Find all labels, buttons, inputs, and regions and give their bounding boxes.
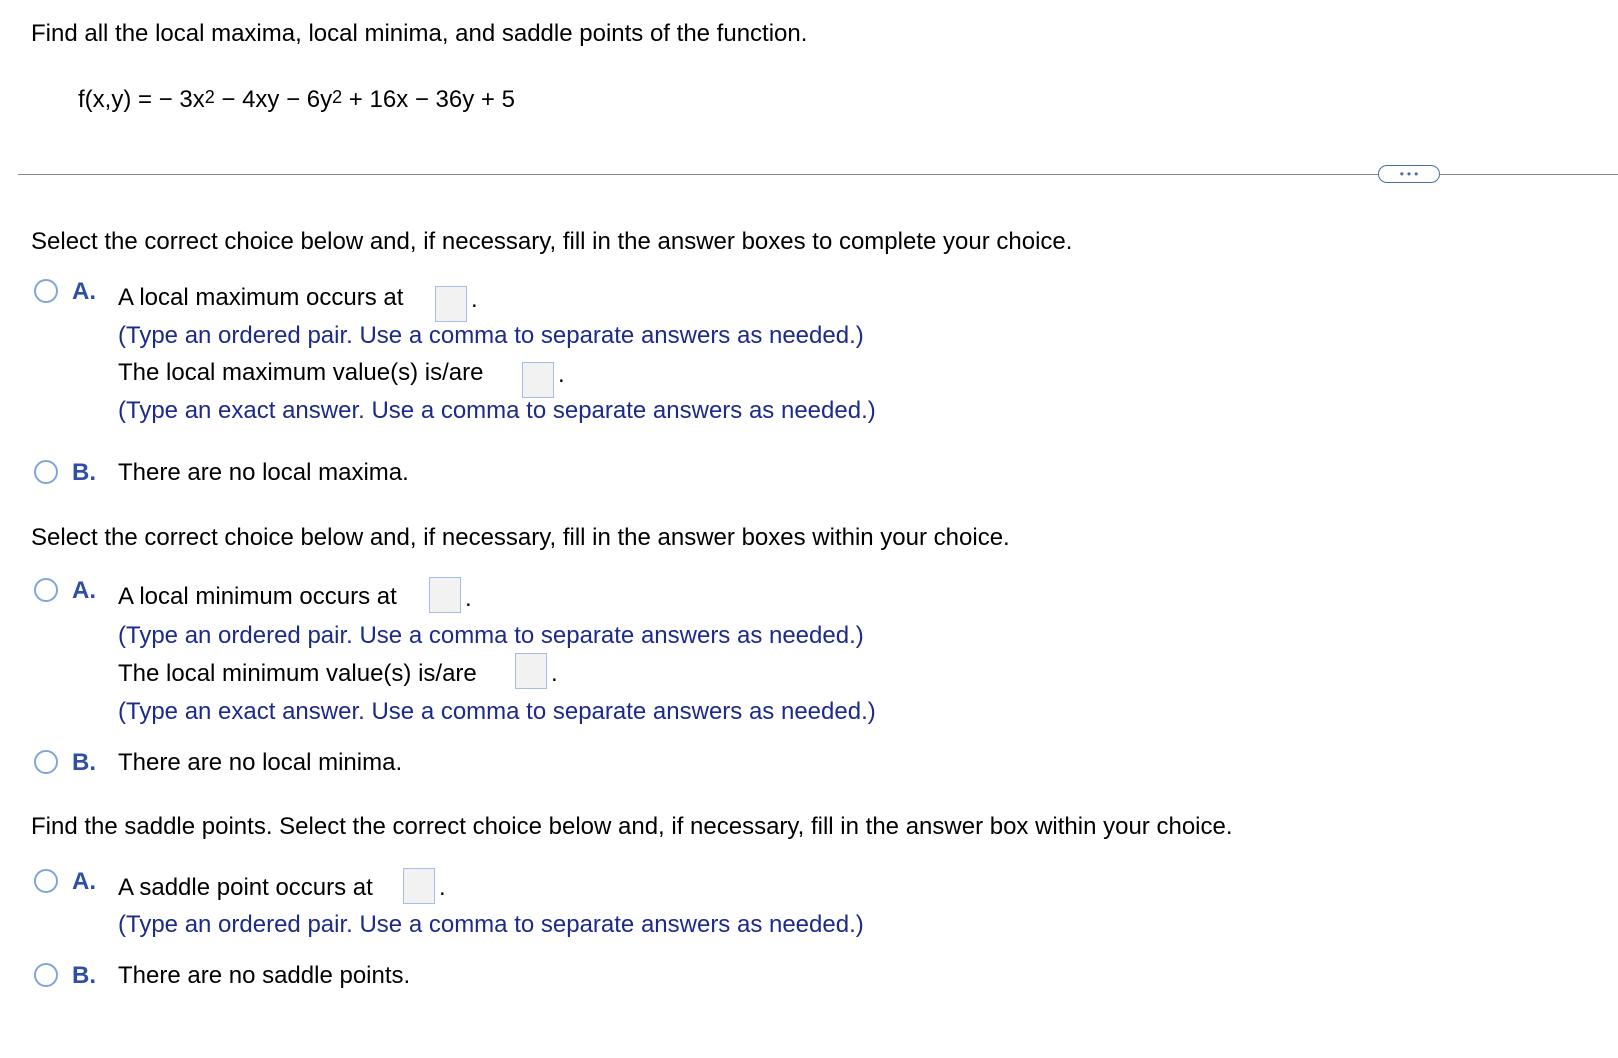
local-min-value-input[interactable]: [515, 653, 547, 689]
part3-choice-a-text1: A saddle point occurs at: [118, 874, 373, 901]
part1-choice-a-hint2: (Type an exact answer. Use a comma to separate answers as needed.): [118, 397, 876, 424]
part2-choice-b-radio[interactable]: [34, 750, 58, 774]
function-prefix: f(x,y) = − 3x: [78, 86, 205, 113]
part3-choice-a-letter: A.: [72, 868, 96, 895]
function-exponent-2: 2: [332, 87, 343, 107]
period: .: [551, 660, 558, 687]
more-options-button[interactable]: •••: [1378, 165, 1440, 183]
part2-choice-a-hint1: (Type an ordered pair. Use a comma to separate answers as needed.): [118, 622, 864, 649]
period: .: [465, 585, 472, 612]
part1-choice-a-letter: A.: [72, 278, 96, 305]
part2-choice-a-radio[interactable]: [34, 578, 58, 602]
part2-choice-a-letter: A.: [72, 577, 96, 604]
part1-choice-b-radio[interactable]: [34, 460, 58, 484]
period: .: [471, 286, 478, 313]
local-max-point-input[interactable]: [435, 286, 467, 322]
function-suffix: + 16x − 36y + 5: [342, 86, 515, 113]
part1-choice-a-text1: A local maximum occurs at: [118, 284, 404, 311]
part3-choice-a-hint1: (Type an ordered pair. Use a comma to separate answers as needed.): [118, 911, 864, 938]
saddle-point-input[interactable]: [403, 868, 435, 904]
part1-choice-a-hint1: (Type an ordered pair. Use a comma to separate answers as needed.): [118, 322, 864, 349]
part2-choice-a-text2: The local minimum value(s) is/are: [118, 660, 477, 687]
local-min-point-input[interactable]: [429, 577, 461, 613]
part1-choice-b-text: There are no local maxima.: [118, 459, 409, 486]
part3-choice-b-letter: B.: [72, 962, 96, 989]
part1-choice-b-letter: B.: [72, 459, 96, 486]
part2-choice-a-text1: A local minimum occurs at: [118, 583, 397, 610]
part1-instruction: Select the correct choice below and, if necessary, fill in the answer boxes to complete your choice.: [31, 228, 1073, 255]
part2-choice-a-hint2: (Type an exact answer. Use a comma to separate answers as needed.): [118, 698, 876, 725]
part2-choice-b-text: There are no local minima.: [118, 749, 403, 776]
part3-choice-b-text: There are no saddle points.: [118, 962, 411, 989]
part2-choice-b-letter: B.: [72, 749, 96, 776]
function-middle: − 4xy − 6y: [214, 86, 333, 113]
part1-choice-a-text2: The local maximum value(s) is/are: [118, 359, 484, 386]
part3-instruction: Find the saddle points. Select the correct choice below and, if necessary, fill in the answer box within your choice.: [31, 813, 1233, 840]
part1-choice-a-radio[interactable]: [34, 279, 58, 303]
period: .: [558, 361, 565, 388]
part3-choice-b-radio[interactable]: [34, 963, 58, 987]
function-exponent-1: 2: [204, 87, 215, 107]
question-prompt: Find all the local maxima, local minima, and saddle points of the function.: [31, 20, 808, 47]
local-max-value-input[interactable]: [522, 362, 554, 398]
part3-choice-a-radio[interactable]: [34, 869, 58, 893]
part2-instruction: Select the correct choice below and, if necessary, fill in the answer boxes within your choice.: [31, 524, 1010, 551]
function-expression: [78, 86, 515, 114]
period: .: [439, 874, 446, 901]
